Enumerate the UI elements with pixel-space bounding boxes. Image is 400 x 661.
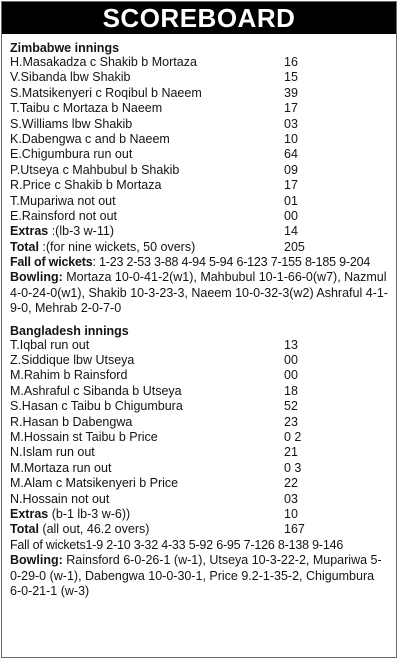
batsman-dismissal: T.Mupariwa not out	[10, 193, 116, 208]
batting-row	[10, 461, 388, 476]
fall-of-wickets-zimbabwe	[10, 255, 388, 270]
batsman-dismissal: P.Utseya c Mahbubul b Shakib	[10, 162, 180, 177]
batting-row	[10, 55, 388, 70]
batting-row	[10, 132, 388, 147]
batsman-dismissal: K.Dabengwa c and b Naeem	[10, 131, 170, 146]
batsman-runs: 21	[284, 445, 298, 460]
batting-row	[10, 178, 388, 193]
batsman-dismissal: S.Matsikenyeri c Roqibul b Naeem	[10, 85, 202, 100]
batsman-runs: 16	[284, 55, 298, 69]
batting-list-zimbabwe	[10, 55, 388, 224]
innings-heading-bangladesh: Bangladesh innings	[10, 323, 129, 338]
batting-row	[10, 70, 388, 85]
batting-row	[10, 353, 388, 368]
scoreboard-content	[2, 34, 396, 599]
batting-row	[10, 117, 388, 132]
fow-label: Fall of wickets	[10, 255, 93, 270]
batting-row	[10, 368, 388, 383]
batsman-runs: 39	[284, 85, 298, 100]
batsman-dismissal: M.Hossain st Taibu b Price	[10, 430, 158, 445]
batsman-runs: 0 2	[284, 430, 302, 445]
innings-heading-zimbabwe: Zimbabwe innings	[10, 41, 120, 55]
batsman-dismissal: M.Rahim b Rainsford	[10, 368, 128, 383]
total-row-zimbabwe	[10, 240, 388, 255]
batsman-dismissal: H.Masakadza c Shakib b Mortaza	[10, 55, 197, 69]
batsman-dismissal: M.Alam c Matsikenyeri b Price	[10, 476, 179, 491]
bowling-text: Rainsford 6-0-26-1 (w-1), Utseya 10-3-22-2, Mupariwa 5-0-29-0 (w-1), Dabengwa 10-0-30-1, Price 9.2-1-35-2, Chigumbura 6-0-21-1 (w-3)	[10, 553, 382, 598]
batsman-dismissal: R.Price c Shakib b Mortaza	[10, 178, 162, 193]
batting-row	[10, 86, 388, 101]
batsman-dismissal: T.Iqbal run out	[10, 337, 90, 352]
batsman-runs: 64	[284, 147, 298, 162]
bowling-text: Mortaza 10-0-41-2(w1), Mahbubul 10-1-66-0(w7), Nazmul 4-0-24-0(w1), Shakib 10-3-23-3, Naeem 10-0-32-3(w2) Ashraful 4-1-9-0, Mehrab 2-0-7-0	[10, 270, 388, 316]
fow-text: : 1-23 2-53 3-88 4-94 5-94 6-123 7-155 8-185 9-204	[92, 255, 371, 270]
batsman-dismissal: Z.Siddique lbw Utseya	[10, 353, 135, 368]
batting-row	[10, 399, 388, 414]
scoreboard-card	[1, 1, 397, 658]
batsman-runs: 0 3	[284, 460, 302, 475]
batsman-runs: 03	[284, 491, 298, 506]
batsman-runs: 10	[284, 131, 298, 146]
total-detail: :(for nine wickets, 50 overs)	[38, 239, 196, 254]
batsman-dismissal: E.Rainsford not out	[10, 208, 118, 223]
extras-runs: 10	[284, 507, 298, 521]
batting-row	[10, 101, 388, 116]
batsman-dismissal: M.Mortaza run out	[10, 460, 112, 475]
batsman-dismissal: M.Ashraful c Sibanda b Utseya	[10, 383, 182, 398]
total-label: Total	[10, 522, 39, 537]
extras-detail: :(lb-3 w-11)	[48, 224, 114, 239]
batsman-dismissal: N.Hossain not out	[10, 491, 110, 506]
fall-of-wickets-bangladesh: Fall of wickets1-9 2-10 3-32 4-33 5-92 6-95 7-126 8-138 9-146	[10, 537, 344, 552]
bowling-label: Bowling:	[10, 553, 63, 568]
extras-row-bangladesh	[10, 507, 388, 522]
total-row-bangladesh	[10, 522, 388, 537]
total-label: Total	[10, 239, 39, 254]
batsman-dismissal: E.Chigumbura run out	[10, 147, 133, 162]
batting-row	[10, 445, 388, 460]
batsman-runs: 17	[284, 101, 298, 116]
batsman-runs: 03	[284, 116, 298, 131]
bowling-zimbabwe	[10, 270, 388, 316]
batting-row	[10, 338, 388, 353]
batsman-runs: 00	[284, 208, 298, 223]
extras-runs: 14	[284, 224, 298, 239]
batsman-dismissal: T.Taibu c Mortaza b Naeem	[10, 101, 163, 116]
batting-row	[10, 209, 388, 224]
batting-list-bangladesh	[10, 338, 388, 507]
batsman-runs: 18	[284, 383, 298, 398]
batsman-runs: 00	[284, 353, 298, 368]
batsman-runs: 13	[284, 337, 298, 352]
batsman-dismissal: S.Hasan c Taibu b Chigumbura	[10, 399, 183, 414]
batsman-runs: 52	[284, 399, 298, 414]
batsman-runs: 22	[284, 476, 298, 491]
batsman-dismissal: N.Islam run out	[10, 445, 95, 460]
batting-row	[10, 163, 388, 178]
batting-row	[10, 476, 388, 491]
batsman-dismissal: V.Sibanda lbw Shakib	[10, 70, 131, 85]
batting-row	[10, 415, 388, 430]
batsman-dismissal: S.Williams lbw Shakib	[10, 116, 133, 131]
batting-row	[10, 492, 388, 507]
extras-label: Extras	[10, 224, 49, 239]
bowling-bangladesh	[10, 553, 388, 599]
batsman-dismissal: R.Hasan b Dabengwa	[10, 414, 133, 429]
total-detail: (all out, 46.2 overs)	[38, 522, 150, 537]
batting-row	[10, 430, 388, 445]
batsman-runs: 23	[284, 414, 298, 429]
batsman-runs: 00	[284, 368, 298, 383]
extras-row-zimbabwe	[10, 224, 388, 239]
batting-row	[10, 194, 388, 209]
bowling-label: Bowling:	[10, 270, 63, 285]
batsman-runs: 17	[284, 178, 298, 193]
extras-detail: (b-1 lb-3 w-6))	[48, 507, 131, 521]
batting-row	[10, 384, 388, 399]
batting-row	[10, 147, 388, 162]
total-runs: 167	[284, 522, 305, 537]
batsman-runs: 09	[284, 162, 298, 177]
scoreboard-title: SCOREBOARD	[2, 2, 396, 34]
total-runs: 205	[284, 239, 305, 254]
extras-label: Extras	[10, 507, 49, 521]
batsman-runs: 01	[284, 193, 298, 208]
batsman-runs: 15	[284, 70, 298, 85]
